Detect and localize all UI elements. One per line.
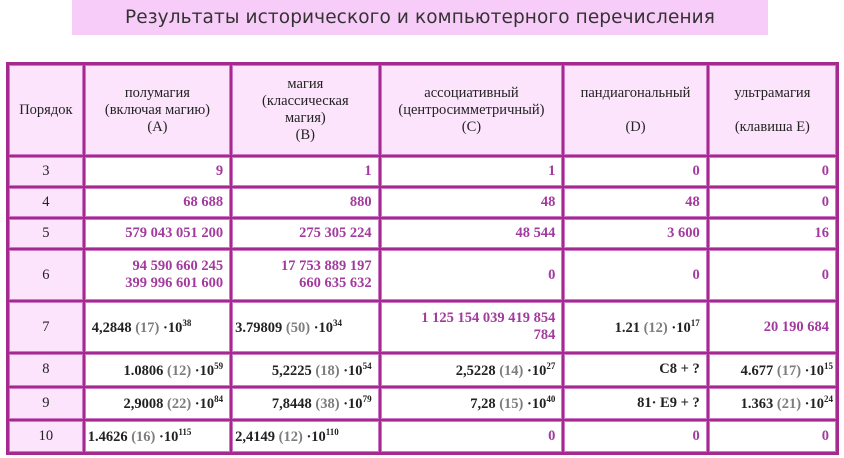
mantissa: 3.79809 xyxy=(235,319,283,336)
base: ·10 xyxy=(313,319,334,336)
cell-a xyxy=(85,388,230,419)
header-row xyxy=(9,65,836,155)
cell-b xyxy=(232,250,378,300)
base: ·10 xyxy=(804,395,824,412)
cell-d: 81· E9 + ? xyxy=(564,388,706,419)
cell-b xyxy=(232,302,378,352)
header-d-line: (D) xyxy=(625,118,646,135)
uncertainty: (22) xyxy=(167,395,192,412)
table-row xyxy=(9,250,836,300)
cell-c: 48 544 xyxy=(381,219,563,248)
cell-c-line: 784 xyxy=(533,327,556,344)
exponent: 40 xyxy=(546,393,556,404)
exponent: 79 xyxy=(362,393,372,404)
cell-b-line: 660 635 632 xyxy=(299,275,372,292)
base: ·10 xyxy=(526,395,547,412)
header-a xyxy=(85,65,230,155)
cell-e: 0 xyxy=(709,250,836,300)
mantissa: 2,4149 xyxy=(235,428,276,445)
cell-c-line: 1 125 154 039 419 854 xyxy=(421,310,556,327)
cell-d: 0 xyxy=(564,250,706,300)
uncertainty: (12) xyxy=(167,362,192,379)
uncertainty: (18) xyxy=(315,362,340,379)
cell-d xyxy=(564,302,706,352)
cell-e: 0 xyxy=(709,157,836,186)
mantissa: 4,2848 xyxy=(91,319,132,336)
table-row xyxy=(9,421,836,452)
cell-c: 0 xyxy=(381,421,563,452)
uncertainty: (17) xyxy=(135,319,160,336)
header-e xyxy=(709,65,836,155)
mantissa: 1.21 xyxy=(614,319,640,336)
exponent: 17 xyxy=(690,317,700,328)
base: ·10 xyxy=(306,428,326,445)
base: ·10 xyxy=(194,362,215,379)
exponent: 54 xyxy=(362,360,372,371)
header-a-line: (включая магию) xyxy=(104,101,210,118)
header-order xyxy=(9,65,83,155)
base: ·10 xyxy=(343,395,363,412)
header-d-line: пандиагональный xyxy=(580,84,691,101)
exponent: 38 xyxy=(182,317,192,328)
uncertainty: (38) xyxy=(315,395,340,412)
order-cell: 8 xyxy=(9,354,83,385)
cell-d: 3 600 xyxy=(564,219,706,248)
cell-b: 880 xyxy=(232,188,378,217)
cell-b xyxy=(232,354,378,385)
table-row xyxy=(9,354,836,385)
header-b-line: магия) xyxy=(284,110,326,126)
mantissa: 2,5228 xyxy=(455,362,496,379)
uncertainty: (14) xyxy=(499,362,524,379)
order-cell: 5 xyxy=(9,219,83,248)
cell-a: 579 043 051 200 xyxy=(85,219,230,248)
exponent: 84 xyxy=(214,393,224,404)
order-cell: 9 xyxy=(9,388,83,419)
base: ·10 xyxy=(159,428,179,445)
header-b-line: магия xyxy=(287,76,324,92)
cell-a xyxy=(85,302,230,352)
cell-a xyxy=(85,250,230,300)
table-row xyxy=(9,388,836,419)
order-cell: 7 xyxy=(9,302,83,352)
header-e-line xyxy=(716,102,829,119)
exponent: 115 xyxy=(178,426,192,437)
cell-d: C8 + ? xyxy=(564,354,706,385)
cell-d: 0 xyxy=(564,157,706,186)
cell-a: 68 688 xyxy=(85,188,230,217)
cell-a xyxy=(85,354,230,385)
exponent: 24 xyxy=(824,393,833,404)
mantissa: 1.0806 xyxy=(123,362,164,379)
cell-e: 16 xyxy=(709,219,836,248)
cell-e: 0 xyxy=(709,421,836,452)
uncertainty: (15) xyxy=(499,395,524,412)
table-row xyxy=(9,157,836,186)
cell-e xyxy=(709,354,836,385)
base: ·10 xyxy=(194,395,215,412)
cell-b xyxy=(232,421,378,452)
header-b-line: (классическая xyxy=(262,93,349,109)
cell-b-line: 17 753 889 197 xyxy=(280,258,372,275)
cell-c: 0 xyxy=(381,250,563,300)
mantissa: 4.677 xyxy=(740,362,774,379)
order-cell: 3 xyxy=(9,157,83,186)
base: ·10 xyxy=(671,319,691,336)
uncertainty: (17) xyxy=(776,362,802,379)
uncertainty: (16) xyxy=(131,428,156,445)
exponent: 110 xyxy=(325,426,339,437)
cell-e xyxy=(709,388,836,419)
header-d xyxy=(564,65,706,155)
base: ·10 xyxy=(163,319,183,336)
title-banner xyxy=(72,0,768,35)
cell-a-line: 94 590 660 245 xyxy=(132,258,224,275)
base: ·10 xyxy=(343,362,363,379)
mantissa: 1.4626 xyxy=(87,428,128,445)
page-title: Результаты исторического и компьютерного перечисления xyxy=(124,7,716,28)
header-d-line xyxy=(571,102,699,119)
header-e-line: (клавиша E) xyxy=(734,118,810,135)
mantissa: 2,9008 xyxy=(123,395,164,412)
table-row xyxy=(9,302,836,352)
cell-c xyxy=(381,354,563,385)
mantissa: 7,28 xyxy=(470,395,496,412)
uncertainty: (21) xyxy=(776,395,802,412)
mantissa: 1.363 xyxy=(740,395,774,412)
cell-c: 1 xyxy=(381,157,563,186)
header-a-line: (A) xyxy=(147,118,168,135)
header-b xyxy=(232,65,378,155)
header-c-line: (C) xyxy=(461,118,482,135)
cell-c xyxy=(381,388,563,419)
cell-d: 0 xyxy=(564,421,706,452)
table-row xyxy=(9,219,836,248)
cell-b: 1 xyxy=(232,157,378,186)
header-c-line: ассоциативный xyxy=(424,84,519,101)
cell-b xyxy=(232,388,378,419)
exponent: 27 xyxy=(546,360,556,371)
exponent: 59 xyxy=(214,360,224,371)
exponent: 15 xyxy=(824,360,833,371)
order-cell: 6 xyxy=(9,250,83,300)
order-cell: 4 xyxy=(9,188,83,217)
order-cell: 10 xyxy=(9,421,83,452)
header-order-label: Порядок xyxy=(19,101,73,118)
header-b-line: (B) xyxy=(295,127,316,143)
cell-c: 48 xyxy=(381,188,563,217)
table-row xyxy=(9,188,836,217)
cell-c xyxy=(381,302,563,352)
cell-a: 9 xyxy=(85,157,230,186)
mantissa: 7,8448 xyxy=(271,395,312,412)
cell-b: 275 305 224 xyxy=(232,219,378,248)
mantissa: 5,2225 xyxy=(271,362,312,379)
enumeration-table xyxy=(6,62,839,455)
uncertainty: (50) xyxy=(285,319,311,336)
header-c xyxy=(381,65,563,155)
cell-a-line: 399 996 601 600 xyxy=(125,275,224,292)
cell-e: 0 xyxy=(709,188,836,217)
header-a-line: полумагия xyxy=(124,84,190,101)
exponent: 34 xyxy=(333,317,343,328)
cell-e: 20 190 684 xyxy=(709,302,836,352)
header-c-line: (центросимметричный) xyxy=(398,101,545,118)
uncertainty: (12) xyxy=(278,428,303,445)
header-e-line: ультрамагия xyxy=(734,84,811,101)
base: ·10 xyxy=(526,362,547,379)
cell-a xyxy=(85,421,230,452)
cell-d: 48 xyxy=(564,188,706,217)
base: ·10 xyxy=(804,362,824,379)
uncertainty: (12) xyxy=(643,319,668,336)
